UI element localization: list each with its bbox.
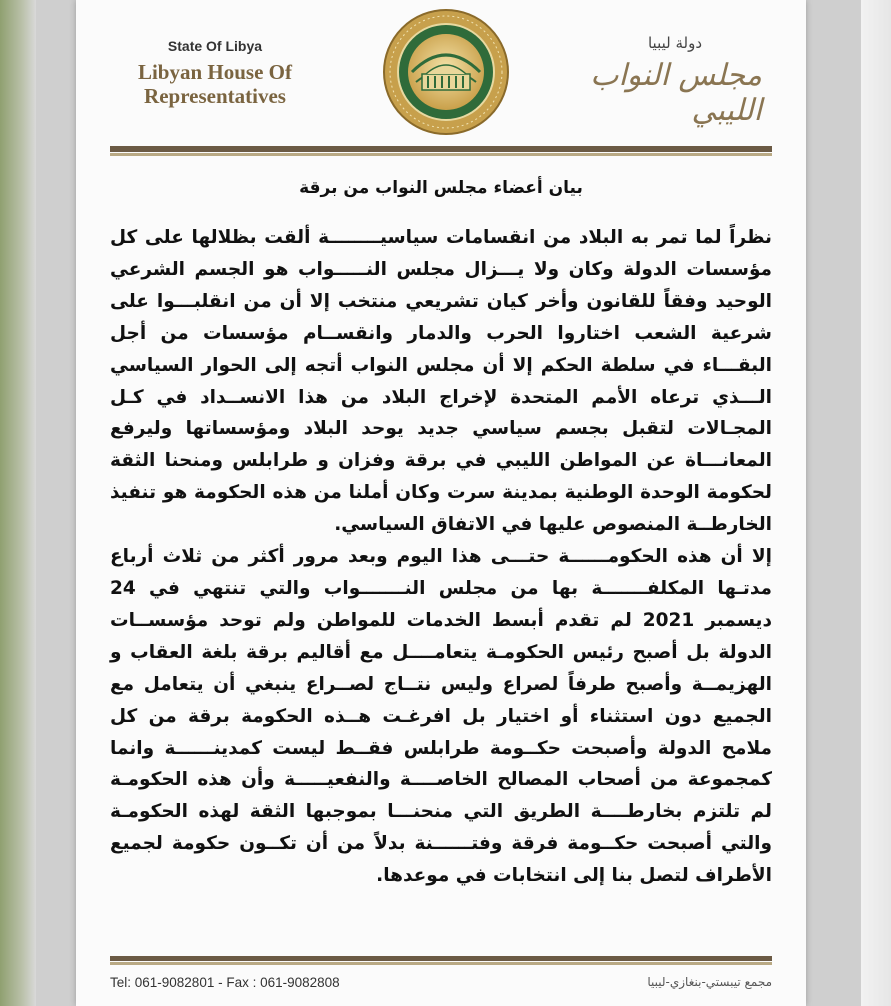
state-name-ar: دولة ليبيا	[647, 34, 702, 52]
header-divider	[110, 146, 772, 152]
statement-body	[110, 222, 772, 892]
org-name-en-line1: Libyan House Of	[137, 60, 293, 84]
state-name-en: State Of Libya	[167, 38, 263, 54]
header-english	[110, 38, 320, 108]
footer-divider-accent	[110, 962, 772, 965]
statement-paragraph: إلا أن هذه الحكومــــــة حتـــى هذا اليوم وبعد مرور أكثر من ثلاث أرباع مدتـها المكلفـــــــة بها من مجلس النـــــــواب والتي تنتهي في 24 ديسمبر 2021 لم تقدم أبسط الخدمات للمواطن ولم توحد مؤسســات الدولة بل أصبح رئيس الحكومـة يتعامــــل مع أقاليم برقة بلغة العقاب و الهزيمــة وأصبح طرفاً لصراع وليس نتــاج لصــراع ينبغي أن يتعامل مع الجميع دون استثناء أو اختيار بل افرغـت هــذه الحكومة برقة من كل ملامح الدولة وأصبحت حكــومة طرابلس فقــط ليست كمدينــــــة وانما كمجموعة من أصحاب المصالح الخاصــــة والنفعيـــــة وأن هذه الحكومـة لم تلتزم بخارطــــة الطريق التي منحنـــا بموجبها الثقة لهذه الحكومـة والتي أصبحت حكــومة فرقة وفتــــــنة بدلاً من أن تكــون حكومة لجميع الأطراف لتصل بنا إلى انتخابات في موعدها.	[110, 546, 772, 887]
header-arabic	[552, 34, 762, 128]
org-name-ar: مجلس النواب الليبي	[590, 58, 762, 128]
contact-phone-fax: Tel: 061-9082801 - Fax : 061-9082808	[110, 975, 340, 990]
statement-title: بيان أعضاء مجلس النواب من برقة	[299, 178, 583, 198]
background-right-edge	[861, 0, 891, 1006]
org-name-en-line2: Representatives	[144, 84, 286, 108]
org-name-en	[110, 60, 320, 108]
statement-paragraph: نظراً لما تمر به البلاد من انقسامات سياسيــــــــة ألقت بظلالها على كل مؤسسات الدولة وكان ولا يـــزال مجلس النـــــواب هو الجسم الشرعي الوحيد وفقاً للقانون وأخر كيان تشريعي منتخب إلا أن من انقلبـــوا على شرعية الشعب اختاروا الحرب والدمار وانقســام مؤسسات من أجل البقـــاء في سلطة الحكم إلا أن مجلس النواب أتجه إلى الحوار السياسي الـــذي ترعاه الأمم المتحدة لإخراج البلاد من هذا الانســداد في كـل المجـالات لتقبل بجسم سياسي جديد يوحد البلاد ومؤسساتها وليرفع المعانـــاة عن المواطن الليبي في برقة وفزان و طرابلس ومنحنا الثقة لحكومة الوحدة الوطنية بمدينة سرت وكان أملنا من هذه الحكومة هو تنفيذ الخارطــة المنصوص عليها في الاتفاق السياسي.	[110, 227, 772, 536]
house-seal-logo	[382, 8, 510, 136]
address-arabic: مجمع تيبستي-بنغازي-ليبيا	[647, 975, 772, 989]
header-divider-accent	[110, 153, 772, 156]
letterhead-sheet	[110, 0, 772, 1006]
document-page	[76, 0, 806, 1006]
footer-divider	[110, 956, 772, 961]
background-left-edge	[0, 0, 36, 1006]
